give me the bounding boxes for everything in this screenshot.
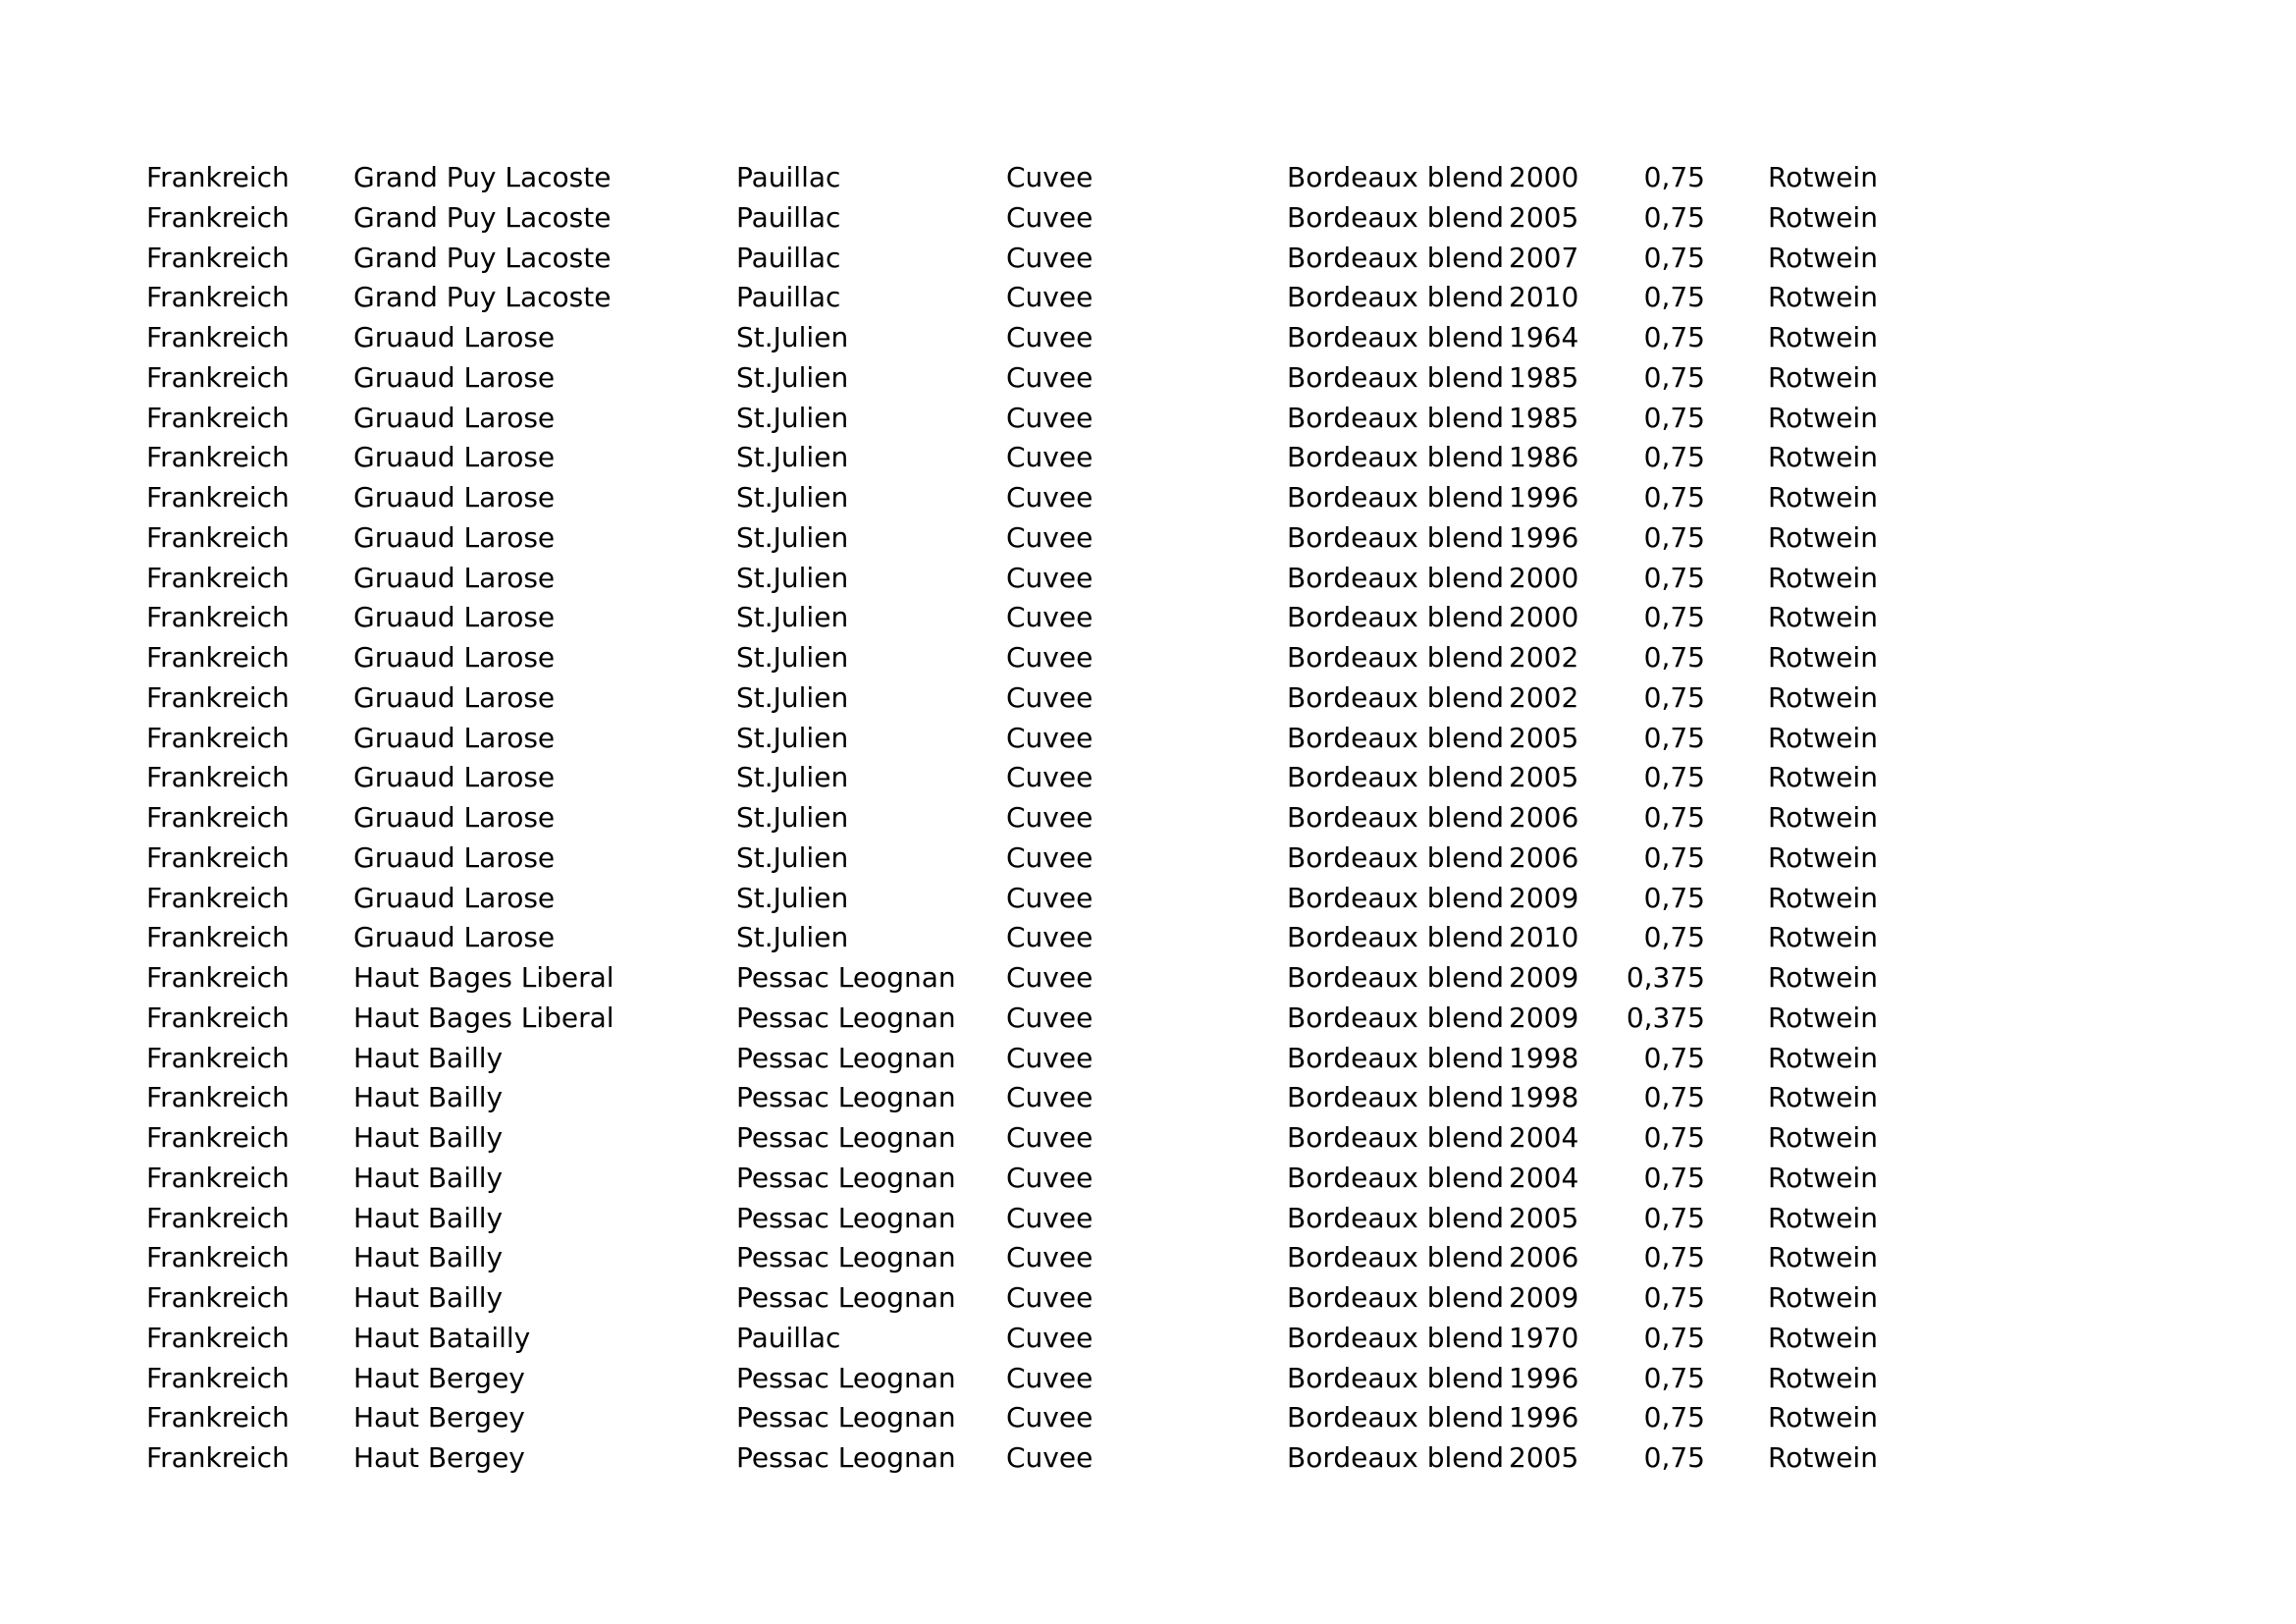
wine-type-cell: Cuvee [1006,881,1094,914]
bottle-volume-cell: 0,375 [1626,1001,1705,1034]
bottle-volume-cell: 0,75 [1643,1281,1705,1314]
producer-cell: Haut Bailly [353,1041,504,1074]
wine-type-cell: Cuvee [1006,401,1094,434]
vintage-cell: 2000 [1509,161,1579,193]
bottle-volume-cell: 0,75 [1643,1401,1705,1435]
category-cell: Rotwein [1768,1401,1878,1435]
bottle-volume-cell: 0,75 [1643,761,1705,794]
producer-cell: Gruaud Larose [353,441,556,474]
vintage-cell: 2009 [1509,1281,1579,1314]
grape-blend-cell: Bordeaux blend [1287,601,1505,634]
vintage-cell: 2006 [1509,840,1579,874]
category-cell: Rotwein [1768,761,1878,794]
category-cell: Rotwein [1768,200,1878,234]
vintage-cell: 2005 [1509,761,1579,794]
bottle-volume-cell: 0,75 [1643,1201,1705,1234]
grape-blend-cell: Bordeaux blend [1287,241,1505,274]
country-cell: Frankreich [146,921,290,954]
region-cell: Pessac Leognan [736,961,956,994]
region-cell: St.Julien [736,441,849,474]
table-row [0,1398,2296,1438]
vintage-cell: 1998 [1509,1081,1579,1114]
grape-blend-cell: Bordeaux blend [1287,1361,1505,1394]
bottle-volume-cell: 0,75 [1643,641,1705,674]
category-cell: Rotwein [1768,801,1878,834]
category-cell: Rotwein [1768,1321,1878,1354]
category-cell: Rotwein [1768,1081,1878,1114]
category-cell: Rotwein [1768,1041,1878,1074]
producer-cell: Gruaud Larose [353,360,556,394]
vintage-cell: 2005 [1509,1201,1579,1234]
bottle-volume-cell: 0,75 [1643,401,1705,434]
region-cell: St.Julien [736,840,849,874]
bottle-volume-cell: 0,75 [1643,801,1705,834]
region-cell: Pauillac [736,281,841,314]
country-cell: Frankreich [146,1161,290,1194]
country-cell: Frankreich [146,961,290,994]
table-row [0,1319,2296,1359]
country-cell: Frankreich [146,680,290,714]
table-row [0,758,2296,798]
wine-type-cell: Cuvee [1006,721,1094,754]
producer-cell: Haut Bailly [353,1161,504,1194]
grape-blend-cell: Bordeaux blend [1287,801,1505,834]
producer-cell: Gruaud Larose [353,921,556,954]
region-cell: Pessac Leognan [736,1001,956,1034]
category-cell: Rotwein [1768,441,1878,474]
wine-type-cell: Cuvee [1006,481,1094,514]
wine-type-cell: Cuvee [1006,1201,1094,1234]
producer-cell: Gruaud Larose [353,801,556,834]
country-cell: Frankreich [146,1401,290,1435]
table-row [0,879,2296,919]
bottle-volume-cell: 0,75 [1643,881,1705,914]
category-cell: Rotwein [1768,401,1878,434]
vintage-cell: 2006 [1509,1241,1579,1274]
wine-type-cell: Cuvee [1006,441,1094,474]
grape-blend-cell: Bordeaux blend [1287,1201,1505,1234]
vintage-cell: 1996 [1509,520,1579,554]
wine-type-cell: Cuvee [1006,360,1094,394]
bottle-volume-cell: 0,75 [1643,921,1705,954]
bottle-volume-cell: 0,75 [1643,1321,1705,1354]
bottle-volume-cell: 0,75 [1643,200,1705,234]
wine-type-cell: Cuvee [1006,1361,1094,1394]
country-cell: Frankreich [146,520,290,554]
grape-blend-cell: Bordeaux blend [1287,360,1505,394]
category-cell: Rotwein [1768,1441,1878,1474]
country-cell: Frankreich [146,721,290,754]
table-row [0,839,2296,879]
vintage-cell: 2010 [1509,921,1579,954]
table-row [0,798,2296,839]
grape-blend-cell: Bordeaux blend [1287,840,1505,874]
wine-type-cell: Cuvee [1006,321,1094,353]
category-cell: Rotwein [1768,481,1878,514]
country-cell: Frankreich [146,1001,290,1034]
wine-type-cell: Cuvee [1006,1401,1094,1435]
bottle-volume-cell: 0,75 [1643,1041,1705,1074]
region-cell: St.Julien [736,401,849,434]
country-cell: Frankreich [146,161,290,193]
grape-blend-cell: Bordeaux blend [1287,1001,1505,1034]
category-cell: Rotwein [1768,281,1878,314]
region-cell: Pessac Leognan [736,1281,956,1314]
category-cell: Rotwein [1768,1121,1878,1154]
vintage-cell: 2002 [1509,680,1579,714]
wine-type-cell: Cuvee [1006,1241,1094,1274]
vintage-cell: 1998 [1509,1041,1579,1074]
category-cell: Rotwein [1768,921,1878,954]
category-cell: Rotwein [1768,360,1878,394]
table-row [0,318,2296,358]
vintage-cell: 2009 [1509,881,1579,914]
producer-cell: Gruaud Larose [353,881,556,914]
vintage-cell: 2004 [1509,1121,1579,1154]
table-row [0,478,2296,518]
category-cell: Rotwein [1768,520,1878,554]
wine-list-table [0,158,2296,1479]
producer-cell: Gruaud Larose [353,561,556,594]
bottle-volume-cell: 0,75 [1643,321,1705,353]
producer-cell: Haut Bergey [353,1401,525,1435]
table-row [0,239,2296,279]
vintage-cell: 2000 [1509,561,1579,594]
vintage-cell: 2007 [1509,241,1579,274]
category-cell: Rotwein [1768,1361,1878,1394]
wine-type-cell: Cuvee [1006,1281,1094,1314]
grape-blend-cell: Bordeaux blend [1287,321,1505,353]
grape-blend-cell: Bordeaux blend [1287,1241,1505,1274]
region-cell: Pessac Leognan [736,1161,956,1194]
country-cell: Frankreich [146,281,290,314]
table-row [0,198,2296,239]
wine-type-cell: Cuvee [1006,161,1094,193]
bottle-volume-cell: 0,75 [1643,281,1705,314]
vintage-cell: 1996 [1509,481,1579,514]
producer-cell: Haut Bailly [353,1201,504,1234]
region-cell: St.Julien [736,561,849,594]
producer-cell: Grand Puy Lacoste [353,281,612,314]
producer-cell: Gruaud Larose [353,481,556,514]
table-row [0,158,2296,198]
category-cell: Rotwein [1768,721,1878,754]
grape-blend-cell: Bordeaux blend [1287,881,1505,914]
country-cell: Frankreich [146,601,290,634]
table-row [0,399,2296,439]
wine-type-cell: Cuvee [1006,801,1094,834]
country-cell: Frankreich [146,481,290,514]
grape-blend-cell: Bordeaux blend [1287,721,1505,754]
grape-blend-cell: Bordeaux blend [1287,281,1505,314]
grape-blend-cell: Bordeaux blend [1287,161,1505,193]
bottle-volume-cell: 0,75 [1643,1081,1705,1114]
category-cell: Rotwein [1768,1201,1878,1234]
wine-type-cell: Cuvee [1006,1321,1094,1354]
grape-blend-cell: Bordeaux blend [1287,1121,1505,1154]
grape-blend-cell: Bordeaux blend [1287,680,1505,714]
vintage-cell: 2006 [1509,801,1579,834]
category-cell: Rotwein [1768,561,1878,594]
bottle-volume-cell: 0,75 [1643,1361,1705,1394]
region-cell: St.Julien [736,601,849,634]
bottle-volume-cell: 0,75 [1643,840,1705,874]
region-cell: St.Julien [736,481,849,514]
wine-type-cell: Cuvee [1006,641,1094,674]
region-cell: Pauillac [736,161,841,193]
category-cell: Rotwein [1768,961,1878,994]
vintage-cell: 2010 [1509,281,1579,314]
category-cell: Rotwein [1768,241,1878,274]
wine-type-cell: Cuvee [1006,561,1094,594]
grape-blend-cell: Bordeaux blend [1287,481,1505,514]
region-cell: Pessac Leognan [736,1121,956,1154]
wine-type-cell: Cuvee [1006,1121,1094,1154]
country-cell: Frankreich [146,200,290,234]
grape-blend-cell: Bordeaux blend [1287,1281,1505,1314]
region-cell: Pauillac [736,1321,841,1354]
region-cell: St.Julien [736,321,849,353]
region-cell: Pessac Leognan [736,1401,956,1435]
producer-cell: Grand Puy Lacoste [353,161,612,193]
table-row [0,678,2296,719]
producer-cell: Haut Bergey [353,1361,525,1394]
region-cell: St.Julien [736,641,849,674]
country-cell: Frankreich [146,401,290,434]
bottle-volume-cell: 0,75 [1643,481,1705,514]
grape-blend-cell: Bordeaux blend [1287,961,1505,994]
producer-cell: Haut Bailly [353,1081,504,1114]
category-cell: Rotwein [1768,601,1878,634]
producer-cell: Haut Bailly [353,1121,504,1154]
country-cell: Frankreich [146,360,290,394]
country-cell: Frankreich [146,1081,290,1114]
country-cell: Frankreich [146,761,290,794]
vintage-cell: 1970 [1509,1321,1579,1354]
bottle-volume-cell: 0,75 [1643,680,1705,714]
region-cell: St.Julien [736,721,849,754]
producer-cell: Gruaud Larose [353,761,556,794]
country-cell: Frankreich [146,801,290,834]
wine-type-cell: Cuvee [1006,761,1094,794]
producer-cell: Haut Bages Liberal [353,961,614,994]
wine-type-cell: Cuvee [1006,680,1094,714]
grape-blend-cell: Bordeaux blend [1287,1041,1505,1074]
country-cell: Frankreich [146,641,290,674]
producer-cell: Haut Bergey [353,1441,525,1474]
producer-cell: Gruaud Larose [353,520,556,554]
category-cell: Rotwein [1768,1281,1878,1314]
wine-type-cell: Cuvee [1006,601,1094,634]
producer-cell: Gruaud Larose [353,641,556,674]
bottle-volume-cell: 0,75 [1643,1241,1705,1274]
wine-type-cell: Cuvee [1006,1441,1094,1474]
grape-blend-cell: Bordeaux blend [1287,200,1505,234]
vintage-cell: 1985 [1509,401,1579,434]
table-row [0,518,2296,559]
wine-type-cell: Cuvee [1006,1001,1094,1034]
region-cell: Pauillac [736,241,841,274]
table-row [0,1039,2296,1079]
producer-cell: Haut Bailly [353,1241,504,1274]
table-row [0,638,2296,678]
wine-type-cell: Cuvee [1006,921,1094,954]
country-cell: Frankreich [146,1281,290,1314]
wine-type-cell: Cuvee [1006,1041,1094,1074]
table-row [0,1199,2296,1239]
vintage-cell: 1985 [1509,360,1579,394]
region-cell: Pessac Leognan [736,1441,956,1474]
bottle-volume-cell: 0,375 [1626,961,1705,994]
grape-blend-cell: Bordeaux blend [1287,561,1505,594]
producer-cell: Gruaud Larose [353,721,556,754]
table-row [0,1359,2296,1399]
vintage-cell: 2009 [1509,961,1579,994]
category-cell: Rotwein [1768,161,1878,193]
category-cell: Rotwein [1768,881,1878,914]
wine-type-cell: Cuvee [1006,840,1094,874]
region-cell: St.Julien [736,921,849,954]
vintage-cell: 1996 [1509,1401,1579,1435]
region-cell: Pauillac [736,200,841,234]
bottle-volume-cell: 0,75 [1643,1441,1705,1474]
table-row [0,1278,2296,1319]
bottle-volume-cell: 0,75 [1643,561,1705,594]
region-cell: Pessac Leognan [736,1361,956,1394]
grape-blend-cell: Bordeaux blend [1287,921,1505,954]
table-row [0,598,2296,638]
wine-type-cell: Cuvee [1006,1161,1094,1194]
wine-type-cell: Cuvee [1006,241,1094,274]
bottle-volume-cell: 0,75 [1643,360,1705,394]
bottle-volume-cell: 0,75 [1643,161,1705,193]
country-cell: Frankreich [146,561,290,594]
table-row [0,1159,2296,1199]
wine-type-cell: Cuvee [1006,1081,1094,1114]
grape-blend-cell: Bordeaux blend [1287,761,1505,794]
category-cell: Rotwein [1768,641,1878,674]
bottle-volume-cell: 0,75 [1643,1121,1705,1154]
category-cell: Rotwein [1768,1161,1878,1194]
grape-blend-cell: Bordeaux blend [1287,401,1505,434]
wine-type-cell: Cuvee [1006,961,1094,994]
grape-blend-cell: Bordeaux blend [1287,441,1505,474]
producer-cell: Gruaud Larose [353,840,556,874]
vintage-cell: 1986 [1509,441,1579,474]
table-row [0,999,2296,1039]
grape-blend-cell: Bordeaux blend [1287,1441,1505,1474]
country-cell: Frankreich [146,840,290,874]
region-cell: St.Julien [736,881,849,914]
country-cell: Frankreich [146,1361,290,1394]
bottle-volume-cell: 0,75 [1643,241,1705,274]
wine-type-cell: Cuvee [1006,200,1094,234]
producer-cell: Haut Bailly [353,1281,504,1314]
category-cell: Rotwein [1768,1001,1878,1034]
region-cell: St.Julien [736,520,849,554]
region-cell: Pessac Leognan [736,1081,956,1114]
table-row [0,958,2296,999]
producer-cell: Grand Puy Lacoste [353,241,612,274]
producer-cell: Grand Puy Lacoste [353,200,612,234]
vintage-cell: 1996 [1509,1361,1579,1394]
country-cell: Frankreich [146,1241,290,1274]
country-cell: Frankreich [146,1441,290,1474]
table-row [0,1118,2296,1159]
vintage-cell: 2009 [1509,1001,1579,1034]
vintage-cell: 2004 [1509,1161,1579,1194]
table-row [0,438,2296,478]
category-cell: Rotwein [1768,1241,1878,1274]
bottle-volume-cell: 0,75 [1643,441,1705,474]
table-row [0,358,2296,399]
region-cell: St.Julien [736,680,849,714]
table-row [0,278,2296,318]
table-row [0,719,2296,759]
grape-blend-cell: Bordeaux blend [1287,1161,1505,1194]
country-cell: Frankreich [146,1121,290,1154]
table-row [0,918,2296,958]
region-cell: St.Julien [736,360,849,394]
bottle-volume-cell: 0,75 [1643,601,1705,634]
category-cell: Rotwein [1768,680,1878,714]
region-cell: Pessac Leognan [736,1041,956,1074]
producer-cell: Gruaud Larose [353,401,556,434]
region-cell: Pessac Leognan [736,1201,956,1234]
vintage-cell: 2002 [1509,641,1579,674]
producer-cell: Gruaud Larose [353,680,556,714]
vintage-cell: 2005 [1509,721,1579,754]
wine-type-cell: Cuvee [1006,281,1094,314]
region-cell: St.Julien [736,801,849,834]
country-cell: Frankreich [146,1201,290,1234]
grape-blend-cell: Bordeaux blend [1287,1401,1505,1435]
country-cell: Frankreich [146,241,290,274]
bottle-volume-cell: 0,75 [1643,520,1705,554]
vintage-cell: 2000 [1509,601,1579,634]
producer-cell: Gruaud Larose [353,601,556,634]
grape-blend-cell: Bordeaux blend [1287,1081,1505,1114]
country-cell: Frankreich [146,1041,290,1074]
country-cell: Frankreich [146,321,290,353]
producer-cell: Gruaud Larose [353,321,556,353]
category-cell: Rotwein [1768,840,1878,874]
table-row [0,559,2296,599]
producer-cell: Haut Bages Liberal [353,1001,614,1034]
vintage-cell: 2005 [1509,200,1579,234]
grape-blend-cell: Bordeaux blend [1287,520,1505,554]
grape-blend-cell: Bordeaux blend [1287,641,1505,674]
region-cell: St.Julien [736,761,849,794]
grape-blend-cell: Bordeaux blend [1287,1321,1505,1354]
country-cell: Frankreich [146,1321,290,1354]
bottle-volume-cell: 0,75 [1643,1161,1705,1194]
category-cell: Rotwein [1768,321,1878,353]
producer-cell: Haut Batailly [353,1321,531,1354]
vintage-cell: 1964 [1509,321,1579,353]
table-row [0,1078,2296,1118]
region-cell: Pessac Leognan [736,1241,956,1274]
country-cell: Frankreich [146,881,290,914]
table-row [0,1438,2296,1479]
vintage-cell: 2005 [1509,1441,1579,1474]
country-cell: Frankreich [146,441,290,474]
table-row [0,1238,2296,1278]
bottle-volume-cell: 0,75 [1643,721,1705,754]
wine-type-cell: Cuvee [1006,520,1094,554]
